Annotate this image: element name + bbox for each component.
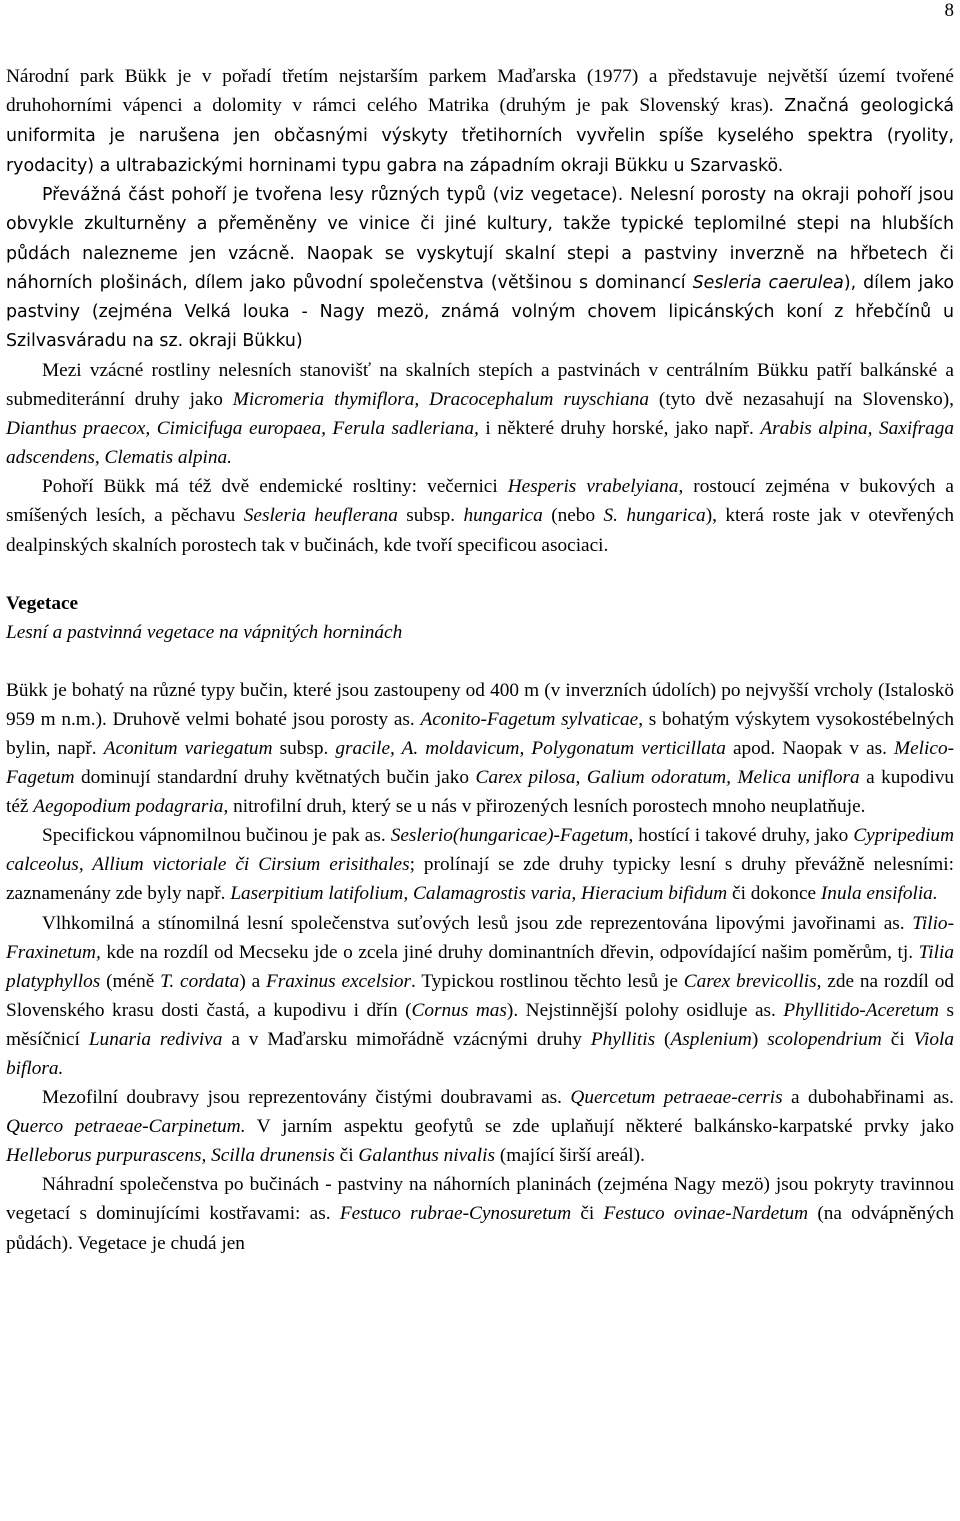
text-run: i některé druhy horské, jako např. [478, 418, 761, 440]
italic-taxon: Helleborus purpurascens, Scilla drunensis [6, 1145, 335, 1167]
text-run: kde na rozdíl od Mecseku jde o zcela jiné druhy dominantních dřevin, odpovídající našim poměrům, tj. [100, 941, 919, 963]
text-run: a dubohabřinami as. [782, 1087, 954, 1109]
text-run: . Typickou rostlinou těchto lesů je [411, 970, 684, 992]
text-run: (na odvápněných půdách). Vegetace je chudá jen [6, 1203, 954, 1254]
text-run: (nebo [542, 505, 604, 527]
text-run: či [571, 1203, 604, 1225]
page-number: 8 [944, 0, 954, 21]
text-run: Národní park Bükk je v pořadí třetím nejstarším parkem Maďarska (1977) a představuje největší území tvořené druhohorními vápenci a dolomity v rámci celého Matrika (druhým je pak Slovenský kras). [6, 66, 954, 117]
italic-taxon: hungarica [463, 505, 543, 527]
text-run: , nitrofilní druh, který se u nás v přirozených lesních porostech mnoho neuplatňuje. [223, 796, 866, 818]
text-run: Specifickou vápnomilnou bučinou je pak as. [42, 825, 391, 847]
text-run: Značná geologická uniformita je narušena jen občasnými výskyty třetihorních vyvřelin spíše kyselého spektra (ryolity, ryodacity) a ultrabazickými horninami typu gabra na západním okraji Bükku u Szarvaskö. [6, 96, 954, 177]
text-run: s měsíčnicí [6, 999, 954, 1050]
paragraph-oak-forests [6, 1083, 954, 1170]
italic-taxon: Aegopodium podagraria [33, 796, 224, 818]
italic-taxon: Festuco rubrae-Cynosuretum [339, 1203, 572, 1225]
text-run: Pohoří Bükk má též dvě endemické rosltiny: večernici [42, 476, 508, 498]
text-run: Náhradní společenstva po bučinách - pastviny na náhorních planinách (zejména Nagy mezö) jsou pokryty travinnou vegetací s dominujícími kostřavami: as. [6, 1174, 954, 1225]
italic-taxon: Cypripedium calceolus, Allium victoriale či Cirsium erisithales [6, 825, 954, 876]
paragraph-intro [6, 62, 954, 181]
text-run: a v Maďarsku mimořádně vzácnými druhy [222, 1028, 591, 1050]
italic-taxon: Cornus mas [411, 999, 507, 1021]
text-run: Převážná část pohoří je tvořena lesy různých typů (viz vegetace). Nelesní porosty na okraji pohoří jsou obvykle zkulturněny a přeměněny ve vinice či jiné kultury, takže typické teplomilné stepi na hlubších půdách nalezneme jen vzácně. [6, 185, 954, 264]
paragraph-calcareous-beech [6, 821, 954, 908]
text-run: či [881, 1028, 914, 1050]
italic-taxon: Seslerio(hungaricae)-Fagetum [390, 825, 629, 847]
text-run: Mezi vzácné rostliny nelesních stanovišť na skalních stepích a pastvinách v centrálním Bükku patří balkánské a submediteránní druhy jako [6, 359, 954, 411]
text-run: ( [655, 1028, 671, 1050]
italic-taxon: Asplenium [670, 1028, 752, 1050]
text-run: (tyto dvě nezasahují na Slovensko), [649, 389, 954, 411]
italic-taxon: Querco petraeae-Carpinetum. [6, 1116, 246, 1138]
paragraph-rare-plants [6, 356, 954, 472]
italic-taxon: Aconitum variegatum [103, 737, 273, 759]
italic-taxon: Galanthus nivalis [358, 1145, 495, 1167]
text-run: ), dílem jako pastviny (zejména Velká louka - Nagy mezö, známá volným chovem lipicánských koní z hřebčínů u Szilvasváradu na sz. okraji Bükku) [6, 272, 955, 351]
text-run: Mezofilní doubravy jsou reprezentovány čistými doubravami as. [42, 1087, 571, 1109]
italic-taxon: Viola biflora. [6, 1028, 954, 1079]
italic-taxon: Dianthus praecox, Cimicifuga europaea, Ferula sadleriana, [6, 418, 479, 440]
document-body [6, 0, 954, 1258]
text-run: dominují standardní druhy květnatých bučin jako [74, 767, 476, 789]
text-run: ). Nejstinnější polohy osidluje as. [506, 999, 784, 1021]
italic-taxon: Sesleria caerulea [692, 272, 844, 293]
text-run: či [334, 1145, 359, 1167]
text-run: , rostoucí zejména v bukových a smíšených lesích, a pěchavu [6, 476, 954, 527]
text-run: (mající širší areál). [495, 1145, 645, 1167]
italic-taxon: Micromeria thymiflora, Dracocephalum ruyschiana [232, 389, 649, 411]
text-run: Bükk je bohatý na různé typy bučin, které jsou zastoupeny od 400 m (v inverzních údolích) po nejvyšší vrcholy (Istaloskö 959 m n.m.). Druhově velmi bohaté jsou porosty as. [6, 679, 954, 730]
section-heading: Vegetace [6, 592, 79, 614]
italic-taxon: Carex pilosa, Galium odoratum, Melica uniflora [475, 767, 860, 789]
italic-taxon: Carex brevicollis [683, 970, 817, 992]
text-run: , s bohatým výskytem vysokostébelných bylin, např. [6, 708, 954, 759]
text-run: (méně [100, 970, 161, 992]
italic-taxon: Melico-Fagetum [6, 737, 954, 789]
italic-taxon: gracile, A. moldavicum, Polygonatum verticillata [335, 737, 726, 759]
text-run: a kupodivu též [6, 767, 954, 818]
text-run: V jarním aspektu geofytů se zde uplaňují některé balkánsko-karpatské prvky jako [245, 1116, 955, 1138]
text-run: či dokonce [727, 883, 821, 905]
italic-taxon: Sesleria heuflerana [243, 505, 398, 527]
italic-taxon: Quercetum petraeae-cerris [570, 1087, 783, 1109]
italic-taxon: T. cordata [160, 970, 240, 992]
italic-taxon: scolopendrium [767, 1028, 882, 1050]
text-run: Naopak se vyskytují skalní stepi a pastviny inverzně na hřbetech či náhorních plošinách, dílem jako původní společenstva (většinou s dominancí [6, 243, 954, 293]
text-run: ; prolínají se zde druhy typicky lesní s druhy převážně nelesními: zaznamenány zde byly např. [6, 854, 954, 905]
italic-taxon: Fraxinus excelsior [265, 970, 412, 992]
italic-taxon: Arabis alpina, Saxifraga adscendens, Clematis alpina. [6, 418, 955, 469]
italic-taxon: Aconito-Fagetum sylvaticae [420, 708, 639, 730]
italic-taxon: Laserpitium latifolium, Calamagrostis varia, Hieracium bifidum [230, 883, 728, 905]
text-run: apod. Naopak v as. [725, 737, 895, 759]
paragraph-beech-forests [6, 676, 954, 821]
text-run: Vlhkomilná a stínomilná lesní společenstva suťových lesů jsou zde reprezentována lipovými javořinami as. [42, 912, 913, 934]
italic-taxon: Hesperis vrabelyiana [507, 476, 679, 498]
section-subheading: Lesní a pastvinná vegetace na vápnitých horninách [6, 621, 403, 643]
italic-taxon: Tilio-Fraxinetum, [6, 912, 954, 963]
paragraph-endemics [6, 472, 954, 559]
paragraph-ravine-forests [6, 909, 954, 1084]
text-run: ), která roste jak v otevřených dealpinských skalních porostech tak v bučinách, kde tvoří specificou asociaci. [6, 505, 954, 556]
text-run: subsp. [272, 737, 336, 759]
italic-taxon: Phyllitido-Aceretum [783, 999, 939, 1021]
italic-taxon: Phyllitis [590, 1028, 656, 1050]
paragraph-pastures [6, 1170, 954, 1257]
italic-taxon: Lunaria rediviva [88, 1028, 223, 1050]
italic-taxon: Festuco ovinae-Nardetum [603, 1203, 809, 1225]
italic-taxon: Tilia platyphyllos [6, 941, 954, 992]
italic-taxon: Inula ensifolia. [820, 883, 938, 905]
text-run: , zde na rozdíl od Slovenského krasu dosti častá, a kupodivu i dřín ( [6, 970, 955, 1021]
text-run: subsp. [397, 505, 464, 527]
text-run: ) [751, 1028, 768, 1050]
italic-taxon: S. hungarica [603, 505, 706, 527]
paragraph-vegetation-overview [6, 181, 954, 356]
text-run: ) a [239, 970, 266, 992]
text-run: , hostící i takové druhy, jako [628, 825, 854, 847]
